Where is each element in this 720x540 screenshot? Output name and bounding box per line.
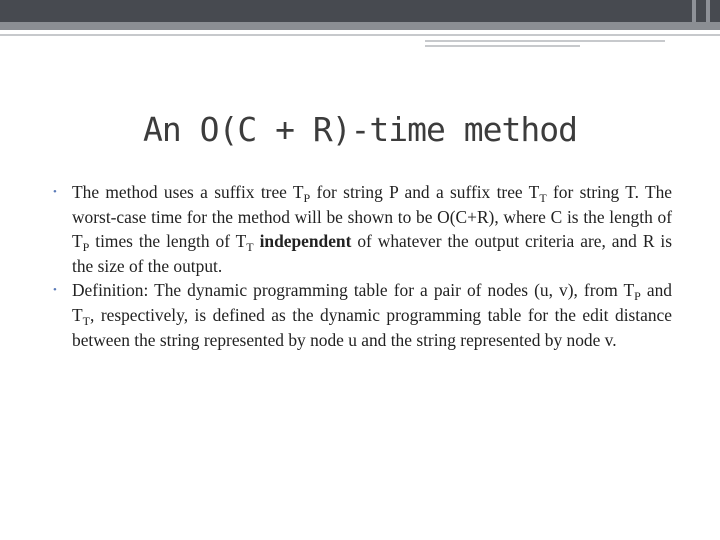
subscript: T bbox=[82, 313, 90, 328]
text-run: of whatever the output criteria are, and R is the size of the output. bbox=[72, 231, 672, 276]
header-rule bbox=[0, 34, 720, 36]
text-run: The method uses a suffix tree T bbox=[72, 182, 304, 202]
header-rule-shorter bbox=[425, 45, 580, 47]
bullet-dot-icon: • bbox=[53, 186, 57, 198]
header-bar-dark bbox=[0, 0, 720, 22]
text-run: times the length of T bbox=[89, 231, 247, 252]
subscript: P bbox=[303, 191, 311, 205]
subscript: P bbox=[634, 289, 641, 304]
bullet-dot-icon: • bbox=[53, 284, 57, 297]
subscript: P bbox=[82, 240, 90, 255]
bold-text: independent bbox=[259, 231, 352, 252]
header-bar-segment bbox=[706, 0, 710, 22]
bullet-list bbox=[48, 180, 672, 352]
bullet-item bbox=[48, 180, 672, 278]
text-run: for string P and a suffix tree T bbox=[310, 182, 540, 202]
header-rule-short bbox=[425, 40, 665, 42]
subscript: T bbox=[539, 191, 547, 205]
subscript: T bbox=[246, 240, 254, 255]
header-bar-segment bbox=[692, 0, 696, 22]
text-run: , respectively, is defined as the dynamic programming table for the edit distance between the string represented by node u and the string represented by node v. bbox=[72, 304, 672, 350]
text-run: Definition: The dynamic programming table for a pair of nodes (u, v), from T bbox=[72, 280, 635, 301]
text-run: for string T. The worst-case time for the method will be shown to be O(C+R), where C is the length of T bbox=[72, 182, 672, 252]
text-run: and T bbox=[72, 280, 672, 325]
slide-title: An O(C + R)-time method bbox=[143, 110, 577, 149]
header-bar-mid bbox=[0, 22, 720, 30]
bullet-item bbox=[48, 278, 672, 352]
